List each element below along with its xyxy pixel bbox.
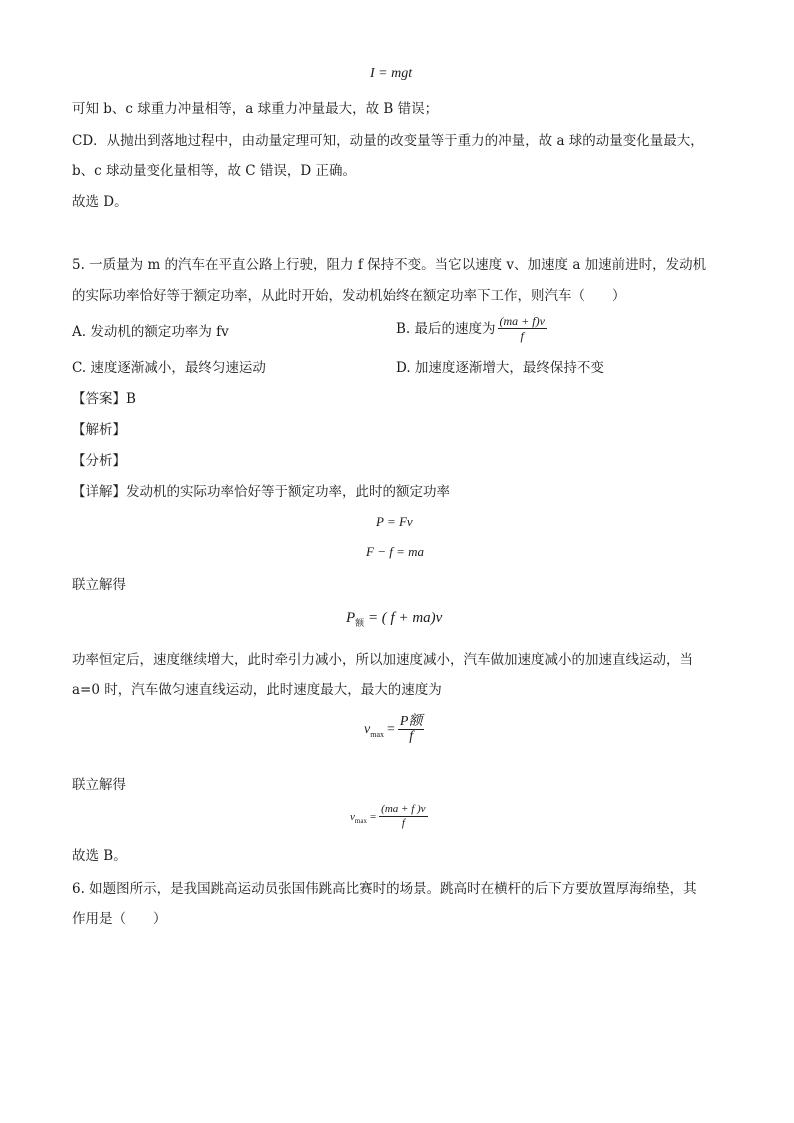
- q5-eq5-denominator: f: [401, 817, 405, 829]
- q5-eq4-fraction: [398, 715, 425, 744]
- q5-eq3-rhs: = ( f + ma)v: [364, 610, 443, 626]
- q5-combine-1: 联立解得: [72, 577, 126, 593]
- q5-eq4-lhs: v: [364, 721, 371, 737]
- q5-analysis-heading: 【解析】: [72, 422, 126, 438]
- q5-equation-power: P = Fv: [376, 514, 413, 529]
- q5-eq4-subscript: max: [370, 730, 384, 739]
- q5-equation-vmax-final: [350, 803, 428, 830]
- prev-line-3: b、c 球动量变化量相等，故 C 错误，D 正确。: [72, 163, 357, 179]
- q5-equation-newton: F − f = ma: [366, 544, 424, 559]
- q5-eq4-denominator: f: [409, 729, 414, 744]
- q5-para-1: 功率恒定后，速度继续增大，此时牵引力减小，所以加速度减小，汽车做加速度减小的加速直线运动，当: [72, 652, 693, 668]
- q6-stem-line-1: 6. 如题图所示，是我国跳高运动员张国伟跳高比赛时的场景。跳高时在横杆的后下方要放置厚海绵垫，其: [72, 881, 697, 897]
- q5-eq4-equals: =: [387, 721, 395, 737]
- q5-eq4-numerator: P额: [399, 714, 423, 729]
- q5-stem-line-2: 的实际功率恰好等于额定功率，从此时开始，发动机始终在额定功率下工作，则汽车（ ）: [72, 288, 626, 304]
- q5-option-b-label: B. 最后的速度为: [396, 320, 496, 337]
- q5-option-b-numerator: (ma + f)v: [499, 314, 545, 328]
- impulse-equation: I = mgt: [370, 66, 413, 81]
- q6-stem-line-2: 作用是（ ）: [72, 911, 167, 927]
- q5-fenxi-heading: 【分析】: [72, 453, 126, 469]
- prev-line-2: CD．从抛出到落地过程中，由动量定理可知，动量的改变量等于重力的冲量，故 a 球的动量变化量最大，: [72, 133, 704, 149]
- q5-combine-2: 联立解得: [72, 777, 126, 793]
- q5-option-d: D. 加速度逐渐增大，最终保持不变: [396, 360, 604, 376]
- q5-eq5-lhs: v: [350, 810, 355, 823]
- q5-option-b-fraction: [498, 314, 547, 343]
- q5-para-2: a=0 时，汽车做匀速直线运动，此时速度最大，最大的速度为: [72, 682, 442, 698]
- q5-eq3-subscript: 额: [355, 618, 365, 628]
- prev-conclusion: 故选 D。: [72, 194, 128, 210]
- q5-equation-rated-power: [346, 610, 442, 627]
- q5-option-b-denominator: f: [520, 329, 524, 343]
- q5-eq5-numerator: (ma + f )v: [381, 803, 426, 815]
- prev-line-1: 可知 b、c 球重力冲量相等，a 球重力冲量最大，故 B 错误；: [72, 101, 439, 117]
- q5-option-c: C. 速度逐渐减小，最终匀速运动: [72, 360, 266, 376]
- q5-stem-line-1: 5. 一质量为 m 的汽车在平直公路上行驶，阻力 f 保持不变。当它以速度 v、加速度 a 加速前进时，发动机: [72, 257, 707, 273]
- q5-equation-vmax: [364, 715, 424, 744]
- q5-detail: 【详解】发动机的实际功率恰好等于额定功率，此时的额定功率: [72, 484, 450, 500]
- q5-eq5-subscript: max: [354, 816, 367, 825]
- q5-eq3-lhs: P: [346, 610, 356, 626]
- q5-eq5-equals: =: [369, 810, 377, 823]
- q5-eq5-fraction: [379, 803, 427, 830]
- q5-answer: 【答案】B: [72, 391, 136, 407]
- q5-conclusion: 故选 B。: [72, 848, 127, 864]
- q5-option-b: [396, 314, 547, 343]
- q5-option-a: A. 发动机的额定功率为 fv: [72, 324, 229, 340]
